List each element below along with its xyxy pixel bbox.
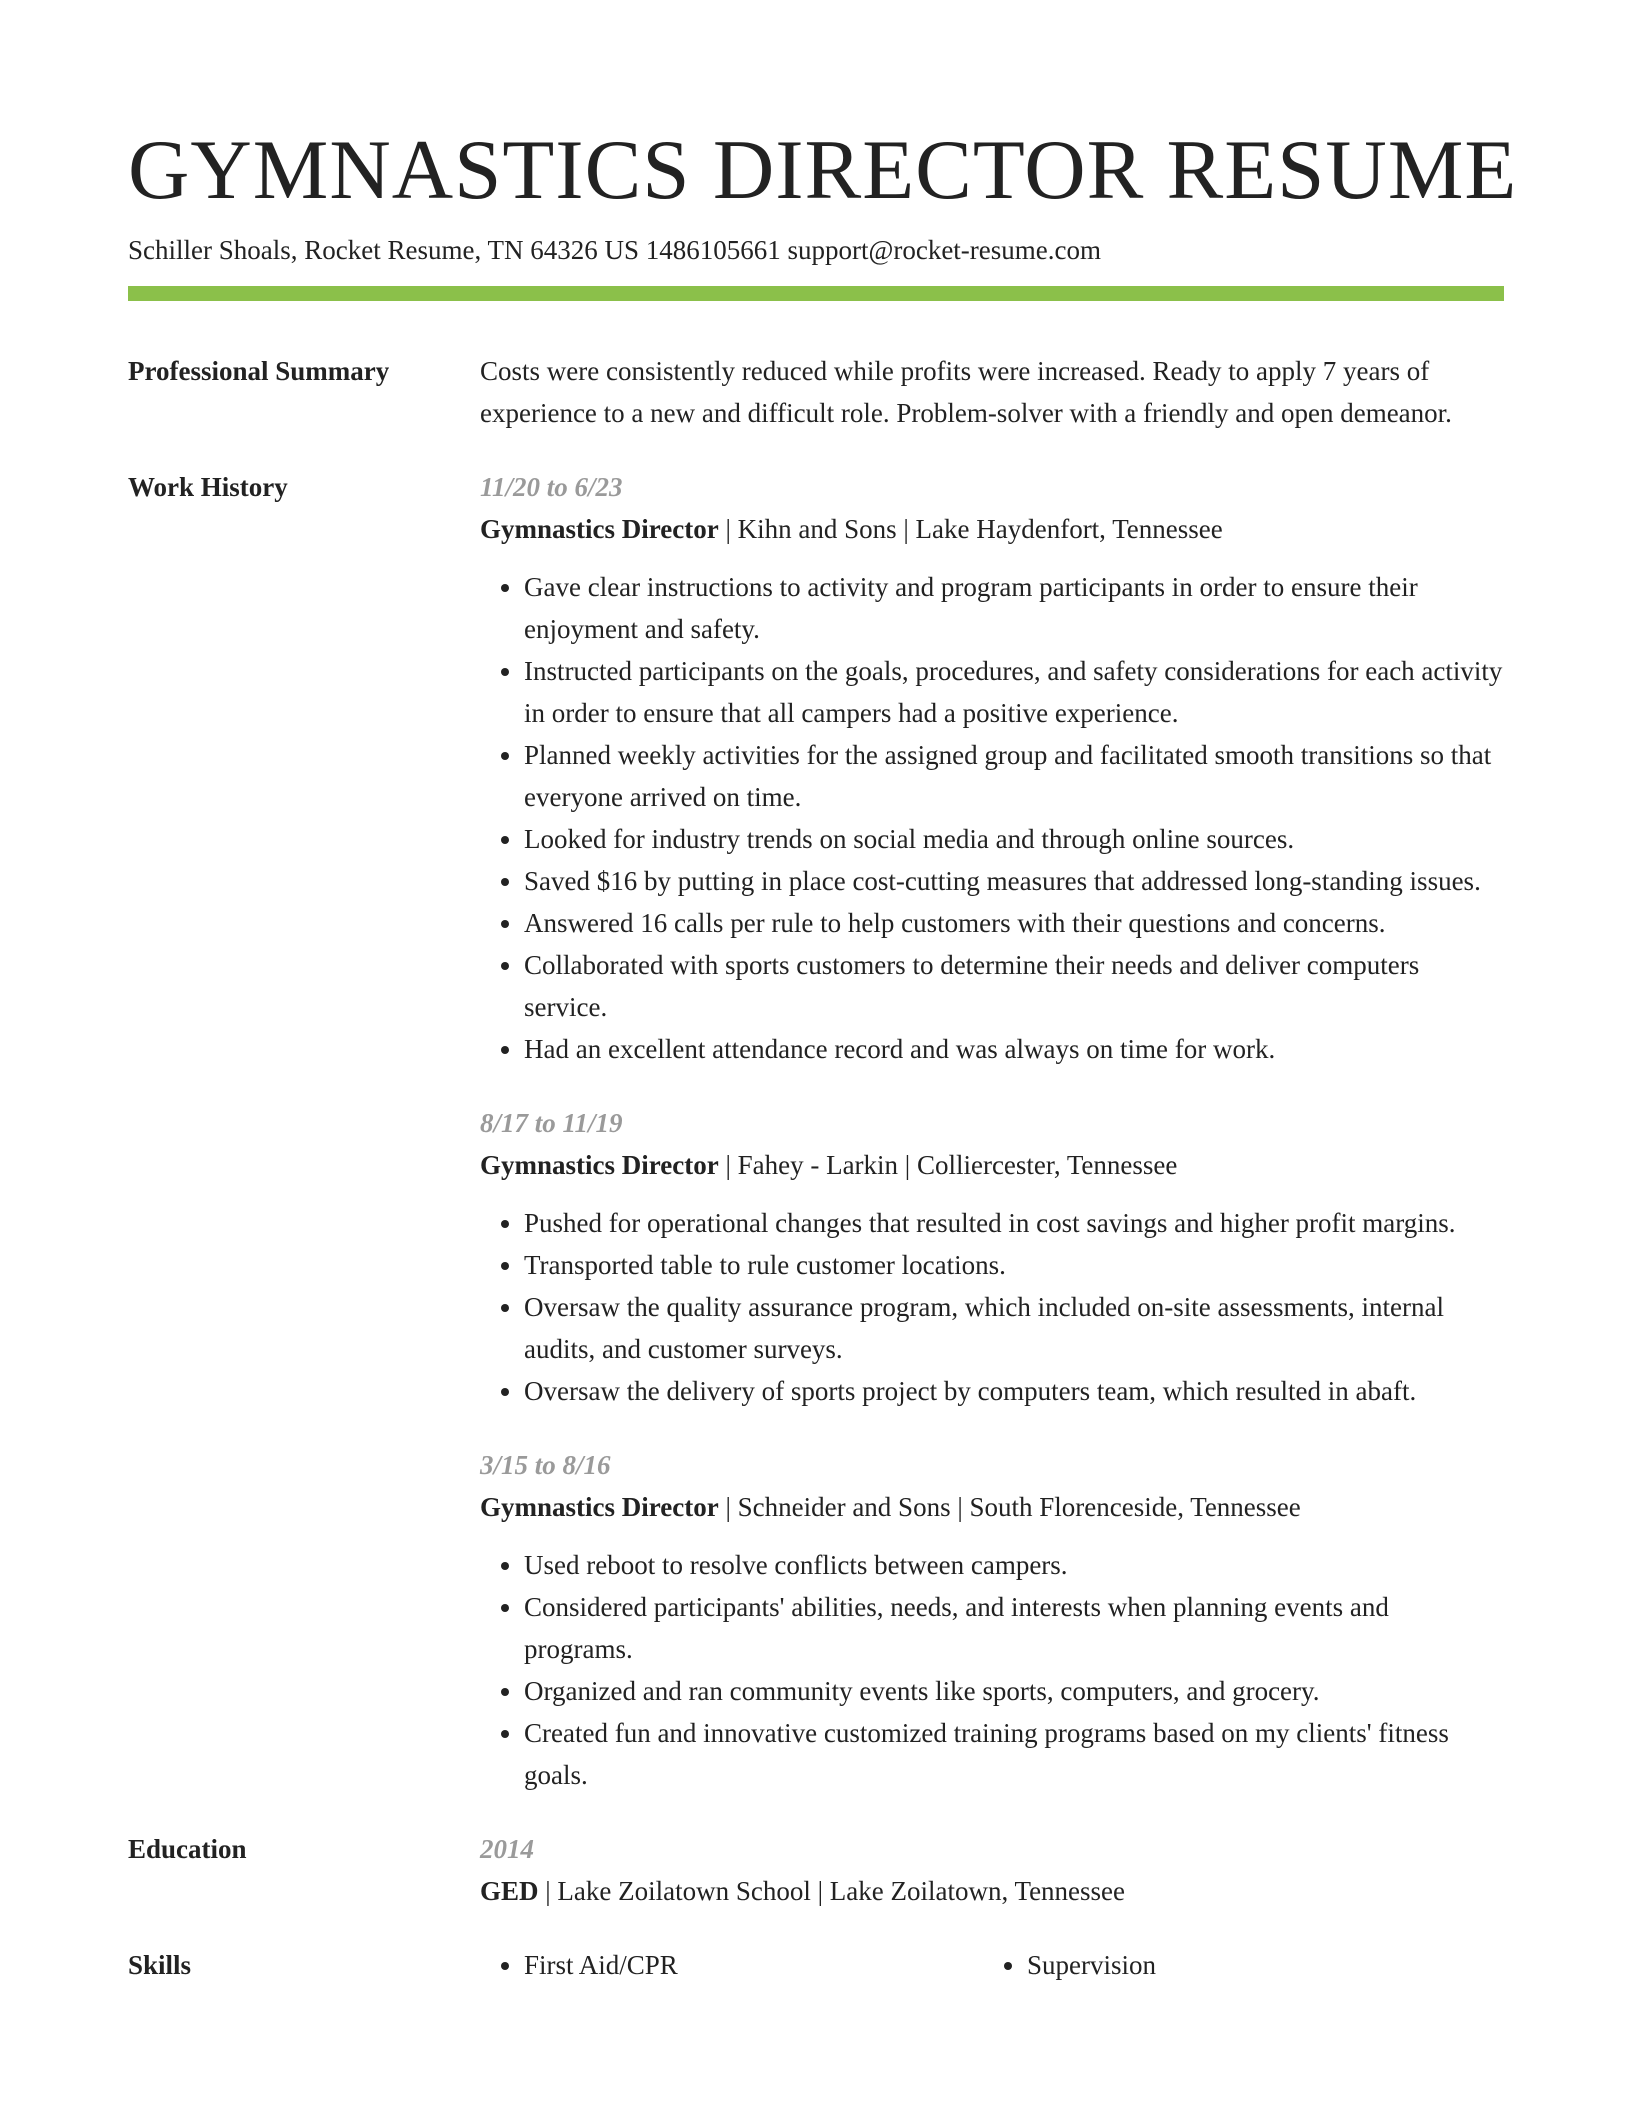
job-dates: 3/15 to 8/16 [480,1450,611,1480]
job-bullet: • Looked for industry trends on social media and through online sources. [524,818,1504,860]
resume-title: GYMNASTICS DIRECTOR RESUME [128,123,1518,217]
job-role: Gymnastics Director [480,514,719,544]
skill-item: • First Aid/CPR [524,1944,983,1986]
job-title-line [480,1486,1504,1528]
job-dates: 8/17 to 11/19 [480,1108,623,1138]
skills-body [480,1944,1504,1986]
contact-line [128,230,1101,270]
job-bullet: • Instructed participants on the goals, procedures, and safety considerations for each activity in order to ensure that all campers had a positive experience. [524,650,1504,734]
skills-column-left [480,1944,983,1986]
section-label-skills: Skills [128,1950,192,1980]
job-bullet: • Oversaw the quality assurance program, which included on-site assessments, internal audits, and customer surveys. [524,1286,1504,1370]
job-bullets [480,566,1504,1070]
job-bullet: • Created fun and innovative customized training programs based on my clients' fitness goals. [524,1712,1504,1796]
job-entry [480,466,1504,1070]
skill-item: • Supervision [1027,1944,1486,1986]
job-bullet: • Saved $16 by putting in place cost-cutting measures that addressed long-standing issues. [524,860,1504,902]
job-bullets [480,1544,1504,1796]
education-degree: GED [480,1876,539,1906]
section-professional-summary [128,350,1504,434]
job-bullet: • Oversaw the delivery of sports project by computers team, which resulted in abaft. [524,1370,1504,1412]
education-year: 2014 [480,1834,534,1864]
job-role: Gymnastics Director [480,1492,719,1522]
contact-address: Schiller Shoals, Rocket Resume, TN 64326 US [128,235,639,265]
job-bullet: • Used reboot to resolve conflicts between campers. [524,1544,1504,1586]
job-title-line [480,508,1504,550]
job-bullet: • Answered 16 calls per rule to help customers with their questions and concerns. [524,902,1504,944]
resume-sections [128,350,1504,2018]
section-label-summary: Professional Summary [128,356,390,386]
job-bullet: • Organized and ran community events like sports, computers, and grocery. [524,1670,1504,1712]
job-dates: 11/20 to 6/23 [480,472,623,502]
education-body [480,1828,1504,1912]
job-bullet: • Considered participants' abilities, needs, and interests when planning events and programs. [524,1586,1504,1670]
section-skills [128,1944,1504,1986]
skills-column-right [983,1944,1486,1986]
job-details: | Kihn and Sons | Lake Haydenfort, Tennessee [718,514,1223,544]
section-label-work-history: Work History [128,472,288,502]
skills-columns [480,1944,1504,1986]
section-label-education: Education [128,1834,247,1864]
header-divider [128,286,1504,301]
summary-text: Costs were consistently reduced while profits were increased. Ready to apply 7 years of experience to a new and difficult role. Problem-solver with a friendly and open demeanor. [480,356,1452,428]
job-bullet: • Collaborated with sports customers to determine their needs and deliver computers service. [524,944,1504,1028]
job-bullet: • Gave clear instructions to activity and program participants in order to ensure their enjoyment and safety. [524,566,1504,650]
job-details: | Fahey - Larkin | Colliercester, Tennessee [718,1150,1178,1180]
education-line [480,1870,1504,1912]
job-bullets [480,1202,1504,1412]
contact-email: support@rocket-resume.com [787,235,1102,265]
section-education [128,1828,1504,1912]
contact-phone: 1486105661 [645,235,781,265]
job-bullet: • Had an excellent attendance record and was always on time for work. [524,1028,1504,1070]
job-title-line [480,1144,1504,1186]
job-details: | Schneider and Sons | South Florenceside, Tennessee [718,1492,1301,1522]
job-bullet: • Pushed for operational changes that resulted in cost savings and higher profit margins. [524,1202,1504,1244]
summary-body [480,350,1504,434]
job-entry [480,1102,1504,1412]
job-bullet: • Transported table to rule customer locations. [524,1244,1504,1286]
job-role: Gymnastics Director [480,1150,719,1180]
education-details: | Lake Zoilatown School | Lake Zoilatown, Tennessee [538,1876,1126,1906]
work-history-body [480,466,1504,1796]
job-bullet: • Planned weekly activities for the assigned group and facilitated smooth transitions so that everyone arrived on time. [524,734,1504,818]
section-work-history [128,466,1504,1796]
job-entry [480,1444,1504,1796]
